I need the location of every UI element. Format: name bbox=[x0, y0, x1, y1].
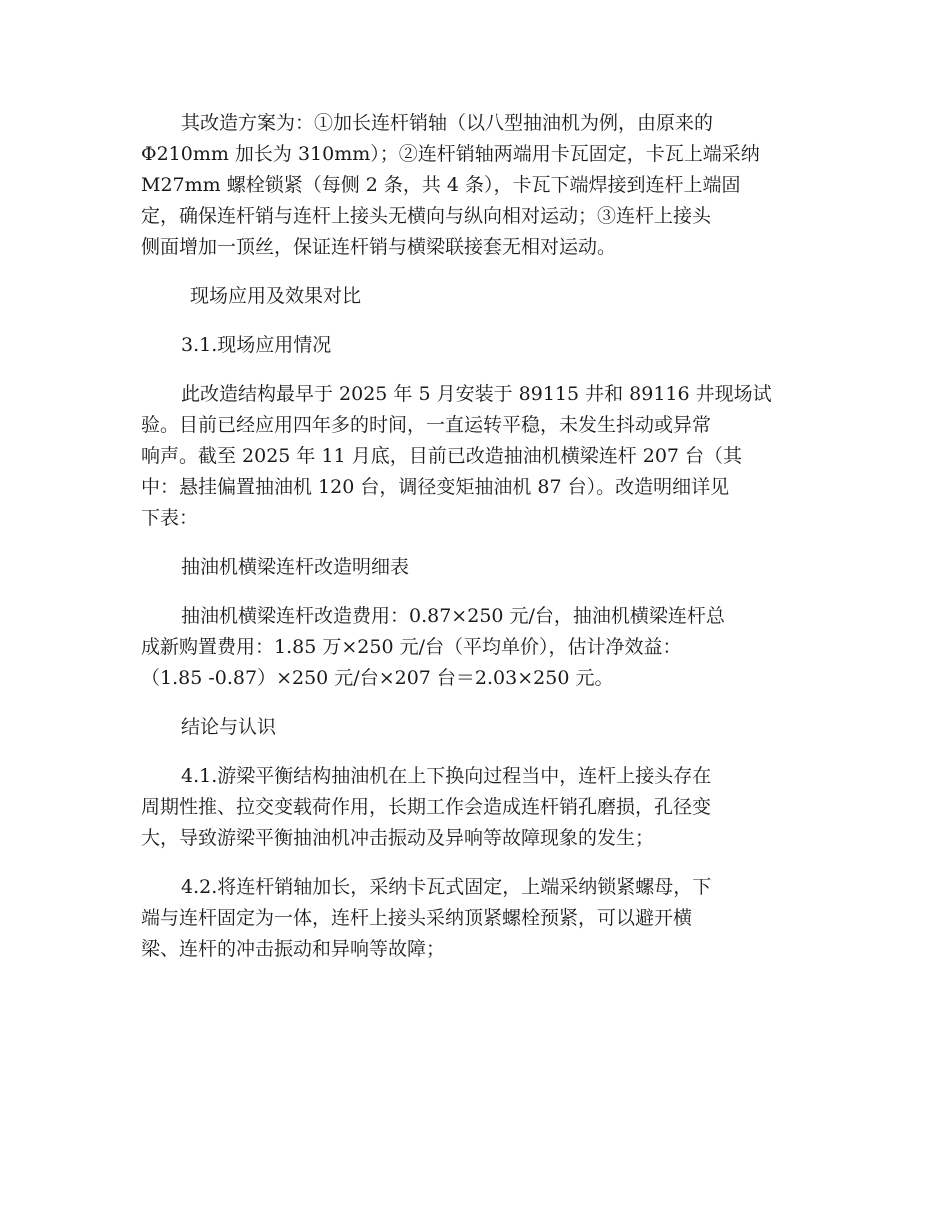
text-line: 端与连杆固定为一体，连杆上接头采纳顶紧螺栓预紧，可以避开横 bbox=[141, 907, 693, 929]
paragraph-conclusion-4-2 bbox=[141, 872, 809, 965]
text-line: 抽油机横梁连杆改造费用：0.87×250 元/台，抽油机横梁连杆总 bbox=[181, 605, 725, 627]
text-line: 周期性推、拉交变载荷作用，长期工作会造成连杆销孔磨损，孔径变 bbox=[141, 796, 712, 818]
text-line: 4.2.将连杆销轴加长，采纳卡瓦式固定，上端采纳锁紧螺母，下 bbox=[181, 876, 712, 898]
heading-text: 3.1.现场应用情况 bbox=[181, 334, 332, 356]
paragraph-field-application bbox=[141, 379, 809, 534]
table-caption bbox=[141, 552, 809, 583]
text-line: 定，确保连杆销与连杆上接头无横向与纵向相对运动；③连杆上接头 bbox=[141, 205, 712, 227]
text-line: 4.1.游梁平衡结构抽油机在上下换向过程当中，连杆上接头存在 bbox=[181, 765, 712, 787]
text-line: 验。目前已经应用四年多的时间，一直运转平稳，未发生抖动或异常 bbox=[141, 414, 712, 436]
text-line: 大，导致游梁平衡抽油机冲击振动及异响等故障现象的发生； bbox=[141, 827, 655, 849]
section-heading-field-application bbox=[141, 281, 809, 312]
heading-text: 结论与认识 bbox=[181, 716, 277, 738]
paragraph-cost-benefit bbox=[141, 601, 809, 694]
caption-text: 抽油机横梁连杆改造明细表 bbox=[181, 556, 410, 578]
text-line: 梁、连杆的冲击振动和异响等故障； bbox=[141, 938, 446, 960]
text-line: 其改造方案为：①加长连杆销轴（以八型抽油机为例，由原来的 bbox=[181, 112, 714, 134]
text-line: Φ210mm 加长为 310mm）；②连杆销轴两端用卡瓦固定，卡瓦上端采纳 bbox=[141, 143, 760, 165]
text-line: 此改造结构最早于 2025 年 5 月安装于 89115 井和 89116 井现场试 bbox=[181, 383, 772, 405]
text-line: （1.85 -0.87）×250 元/台×207 台＝2.03×250 元。 bbox=[141, 667, 614, 689]
heading-text: 现场应用及效果对比 bbox=[190, 285, 362, 307]
paragraph-conclusion-4-1 bbox=[141, 761, 809, 854]
document-page bbox=[141, 108, 809, 965]
text-line: 中：悬挂偏置抽油机 120 台，调径变矩抽油机 87 台）。改造明细详见 bbox=[141, 476, 730, 498]
text-line: 侧面增加一顶丝，保证连杆销与横梁联接套无相对运动。 bbox=[141, 236, 617, 258]
text-line: 成新购置费用：1.85 万×250 元/台（平均单价），估计净效益： bbox=[141, 636, 682, 658]
text-line: 响声。截至 2025 年 11 月底，目前已改造抽油机横梁连杆 207 台（其 bbox=[141, 445, 743, 467]
text-line: M27mm 螺栓锁紧（每侧 2 条，共 4 条），卡瓦下端焊接到连杆上端固 bbox=[141, 174, 741, 196]
text-line: 下表： bbox=[141, 507, 199, 529]
subsection-heading-3-1 bbox=[141, 330, 809, 361]
section-heading-conclusions bbox=[141, 712, 809, 743]
paragraph-retrofit-plan bbox=[141, 108, 809, 263]
